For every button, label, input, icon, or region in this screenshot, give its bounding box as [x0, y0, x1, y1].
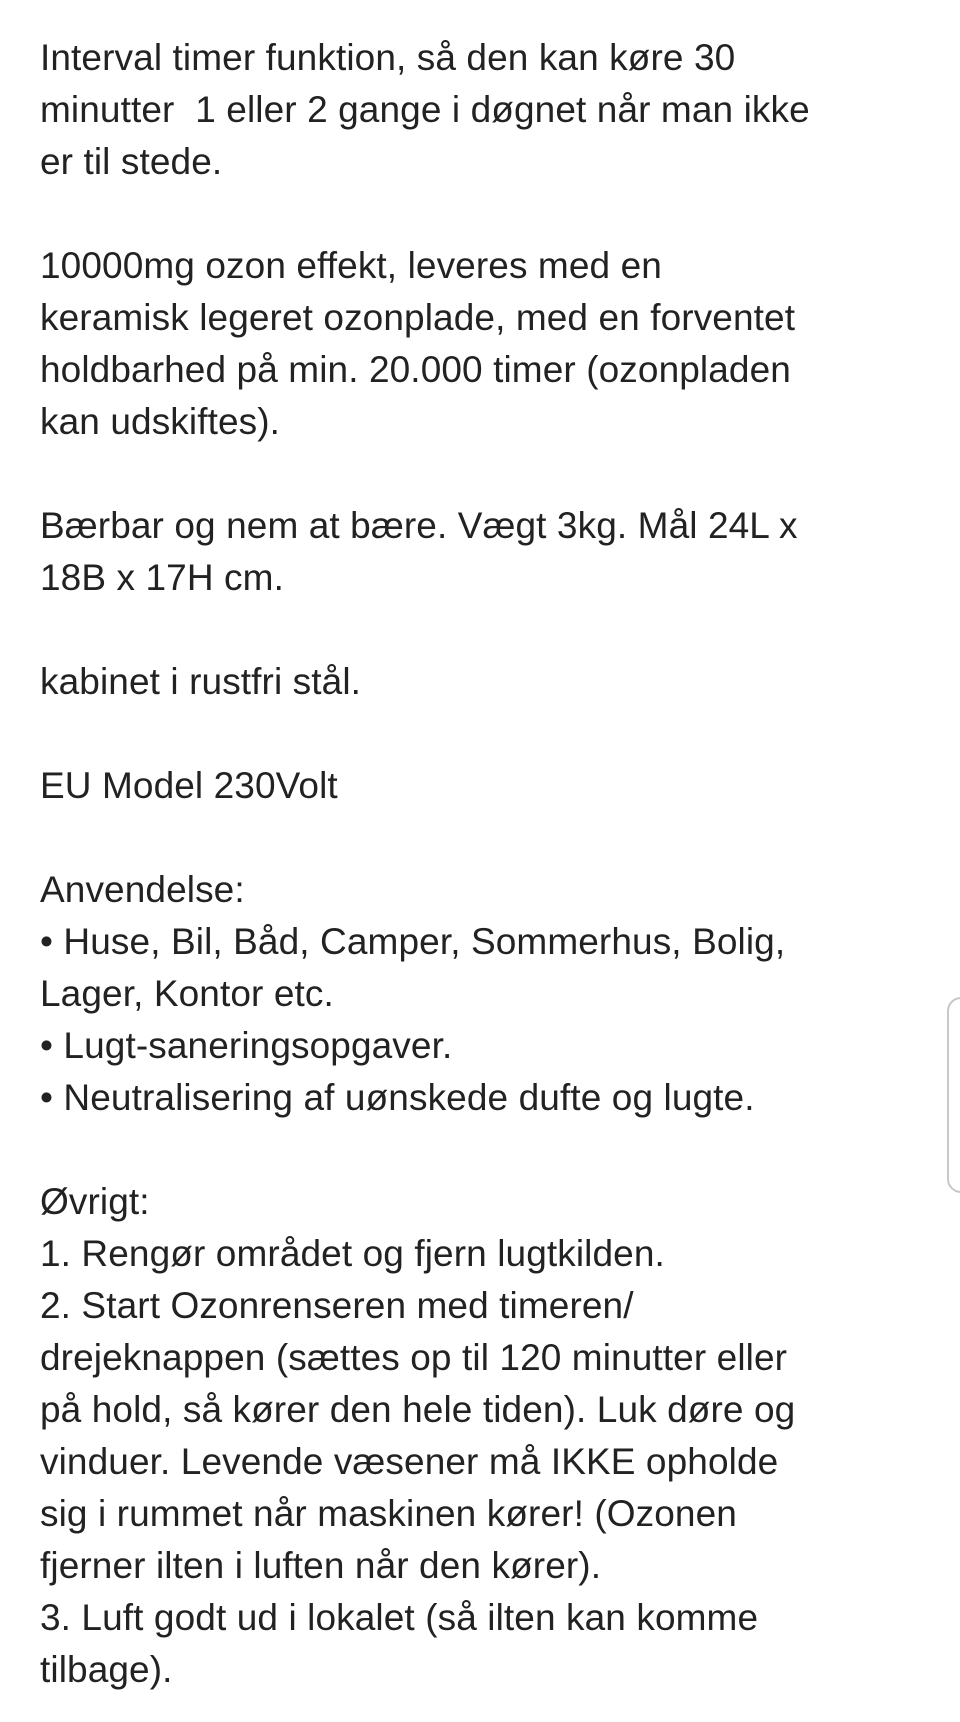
text-line: EU Model 230Volt	[40, 765, 338, 806]
text-line: • Neutralisering af uønskede dufte og lugte.	[40, 1077, 755, 1118]
text-line: på hold, så kører den hele tiden). Luk døre og	[40, 1389, 796, 1430]
text-line: kabinet i rustfri stål.	[40, 661, 362, 702]
paragraph-cabinet	[40, 656, 930, 708]
scroll-handle[interactable]	[947, 997, 960, 1193]
text-line: minutter 1 eller 2 gange i døgnet når man ikke	[40, 89, 810, 130]
paragraph-eu-model	[40, 760, 930, 812]
text-line: Lager, Kontor etc.	[40, 973, 334, 1014]
paragraph-timer	[40, 32, 930, 188]
paragraph-usage	[40, 864, 930, 1124]
paragraph-other	[40, 1176, 930, 1696]
paragraph-ozone-effect	[40, 240, 930, 448]
description-text	[40, 32, 930, 1696]
text-line: 2. Start Ozonrenseren med timeren/	[40, 1285, 634, 1326]
text-line: • Huse, Bil, Båd, Camper, Sommerhus, Bolig,	[40, 921, 786, 962]
text-line: fjerner ilten i luften når den kører).	[40, 1545, 602, 1586]
text-line: Øvrigt:	[40, 1181, 150, 1222]
text-line: Interval timer funktion, så den kan køre 30	[40, 37, 736, 78]
text-line: drejeknappen (sættes op til 120 minutter eller	[40, 1337, 788, 1378]
text-line: kan udskiftes).	[40, 401, 281, 442]
text-line: sig i rummet når maskinen kører! (Ozonen	[40, 1493, 737, 1534]
text-line: Anvendelse:	[40, 869, 245, 910]
text-line: holdbarhed på min. 20.000 timer (ozonpladen	[40, 349, 791, 390]
text-line: vinduer. Levende væsener må IKKE opholde	[40, 1441, 779, 1482]
text-line: 1. Rengør området og fjern lugtkilden.	[40, 1233, 665, 1274]
text-line: tilbage).	[40, 1649, 173, 1690]
text-line: 3. Luft godt ud i lokalet (så ilten kan komme	[40, 1597, 759, 1638]
text-line: Bærbar og nem at bære. Vægt 3kg. Mål 24L x	[40, 505, 798, 546]
text-line: 10000mg ozon effekt, leveres med en	[40, 245, 662, 286]
text-line: • Lugt-saneringsopgaver.	[40, 1025, 453, 1066]
text-line: 18B x 17H cm.	[40, 557, 284, 598]
text-line: er til stede.	[40, 141, 223, 182]
text-line: keramisk legeret ozonplade, med en forventet	[40, 297, 796, 338]
paragraph-portable	[40, 500, 930, 604]
